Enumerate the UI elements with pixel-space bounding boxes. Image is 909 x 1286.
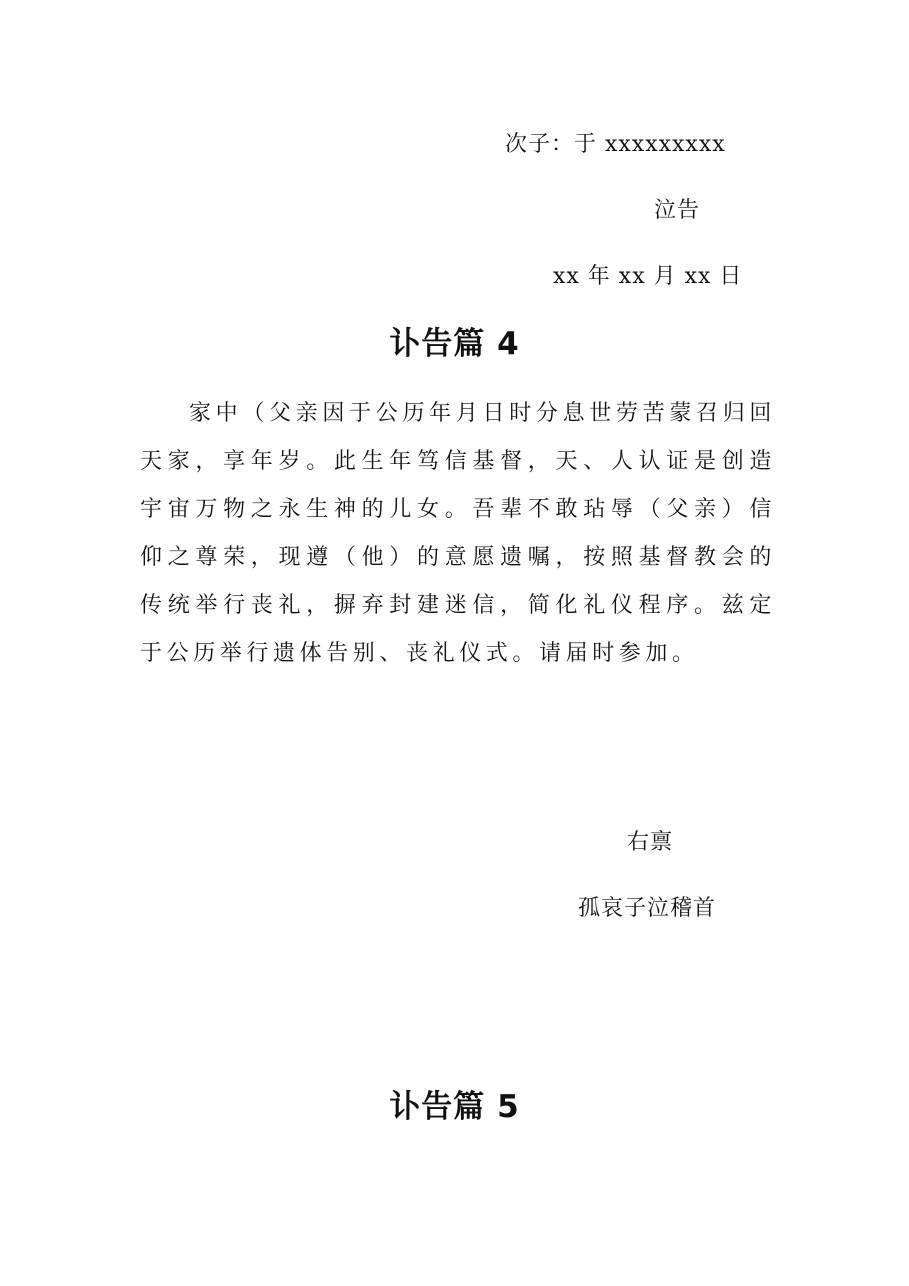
section-5-title: 讣告篇 5	[389, 1089, 520, 1125]
section-4-closing-line-2: 孤哀子泣稽首	[578, 896, 717, 921]
section-4-closing-line-1: 右禀	[627, 830, 674, 855]
section-4-body: 家中（父亲因于公历年月日时分息世劳苦蒙召归回天家，享年岁。此生年笃信基督，天、人认证是创造宇宙万物之永生神的儿女。吾辈不敢玷辱（父亲）信仰之尊荣，现遵（他）的意愿遗嘱，按照基督教会的传统举行丧礼，摒弃封建迷信，简化礼仪程序。兹定于公历举行遗体告别、丧礼仪式。请届时参加。	[140, 401, 776, 666]
section-4-title: 讣告篇 4	[389, 326, 520, 362]
signature-date: xx 年 xx 月 xx 日	[553, 264, 743, 289]
signature-second-son: 次子：于 xxxxxxxxx	[505, 132, 726, 157]
signature-weep-notice: 泣告	[654, 198, 701, 223]
